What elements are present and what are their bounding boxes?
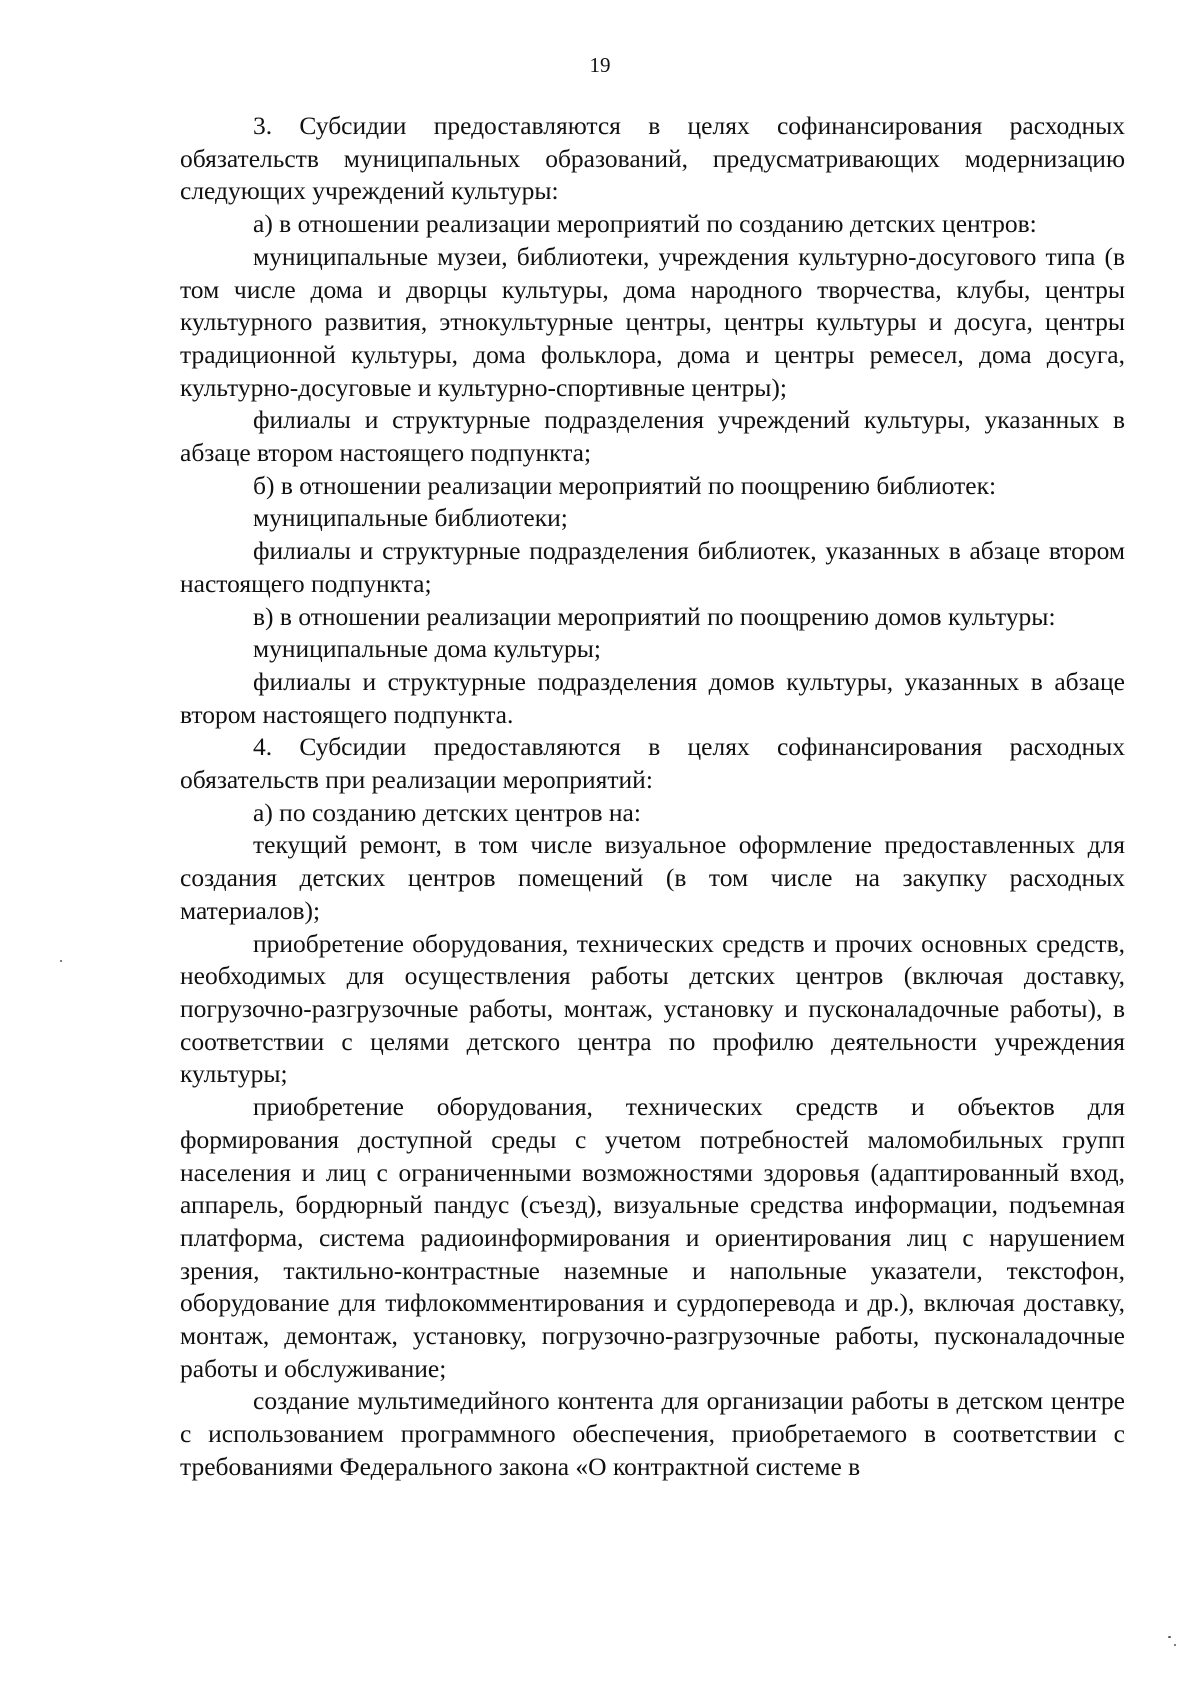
paragraph-3c-branches: филиалы и структурные подразделения домов культуры, указанных в абзаце втором настоящего подпункта. [180,666,1125,729]
paragraph-4a-equipment: приобретение оборудования, технических средств и прочих основных средств, необходимых для осуществления работы детских центров (включая доставку, погрузочно-разгрузочные работы, монтаж, установку и пусконаладочные работы), в соответствии с целями детского центра по профилю деятельности учреждения культуры; [180,928,1125,1089]
paragraph-3a-branches: филиалы и структурные подразделения учреждений культуры, указанных в абзаце втором настоящего подпункта; [180,405,1125,468]
page-number: 19 [589,53,611,77]
paragraph-4a-accessibility: приобретение оборудования, технических средств и объектов для формирования доступной среды с учетом потребностей маломобильных групп населения и лиц с ограниченными возможностями здоровья (адаптированный вход, аппарель, бордюрный пандус (съезд), визуальные средства информации, подъемная платформа, система радиоинформирования и ориентирования лиц с нарушением зрения, тактильно-контрастные наземные и напольные указатели, текстофон, оборудование для тифлокомментирования и сурдоперевода и др.), включая доставку, монтаж, демонтаж, установку, погрузочно-разгрузочные работы, пусконаладочные работы и обслуживание; [180,1092,1125,1383]
paragraph-3a: а) в отношении реализации мероприятий по созданию детских центров: [253,209,1037,239]
scan-speck [1168,1636,1171,1638]
paragraph-3b-branches: филиалы и структурные подразделения библиотек, указанных в абзаце втором настоящего подпункта; [180,536,1125,598]
paragraph-3-intro: 3. Субсидии предоставляются в целях софинансирования расходных обязательств муниципальных образований, предусматривающих модернизацию следующих учреждений культуры: [180,111,1125,206]
paragraph-4a: а) по созданию детских центров на: [253,797,641,827]
paragraph-4a-multimedia: создание мультимедийного контента для организации работы в детском центре с использованием программного обеспечения, приобретаемого в соответствии с требованиями Федерального закона «О контрактной системе в [180,1386,1125,1481]
paragraph-3b: б) в отношении реализации мероприятий по поощрению библиотек: [253,470,997,500]
scan-speck [60,960,62,962]
paragraph-4-intro: 4. Субсидии предоставляются в целях софинансирования расходных обязательств при реализации мероприятий: [180,732,1125,795]
paragraph-4a-repair: текущий ремонт, в том числе визуальное оформление предоставленных для создания детских центров помещений (в том числе на закупку расходных материалов); [180,830,1125,925]
paragraph-3b-libraries: муниципальные библиотеки; [253,503,568,533]
paragraph-3c-houses: муниципальные дома культуры; [253,634,601,664]
paragraph-3c: в) в отношении реализации мероприятий по поощрению домов культуры: [253,601,1056,631]
document-body [180,110,1125,1484]
scan-speck [1174,1644,1176,1646]
paragraph-3a-institutions: муниципальные музеи, библиотеки, учреждения культурно-досугового типа (в том числе дома и дворцы культуры, дома народного творчества, клубы, центры культурного развития, этнокультурные центры, центры культуры и досуга, центры традиционной культуры, дома фольклора, дома и центры ремесел, дома досуга, культурно-досуговые и культурно-спортивные центры); [180,241,1125,402]
